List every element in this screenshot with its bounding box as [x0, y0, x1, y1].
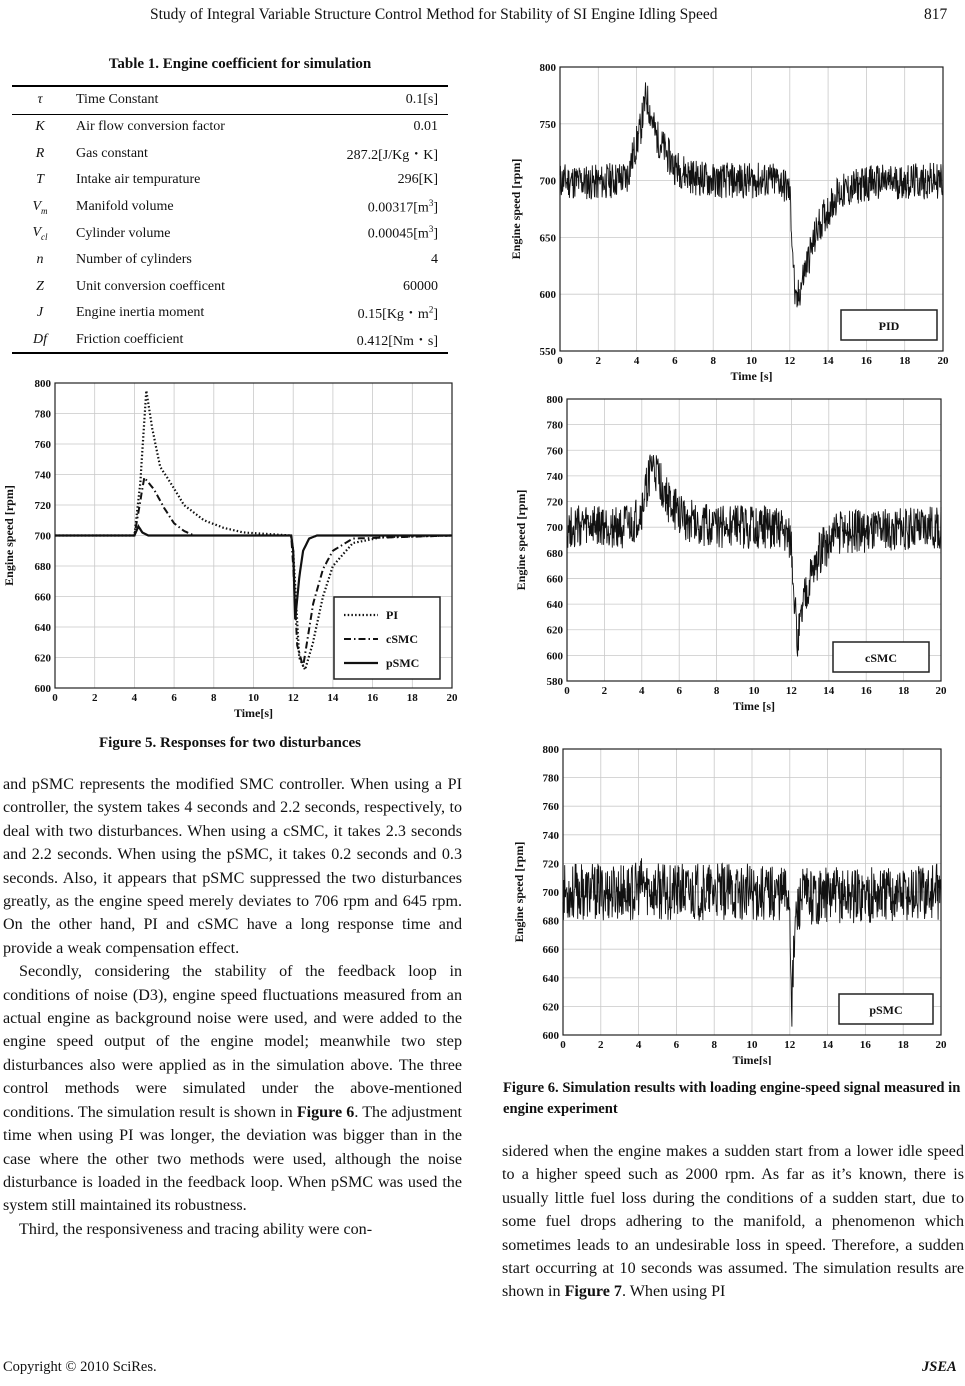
y-tick-label: 700 — [542, 887, 559, 899]
table-symbol: $V_m$ — [32, 198, 48, 216]
footer-copyright: Copyright © 2010 SciRes. — [3, 1359, 157, 1375]
x-tick-label: 10 — [748, 685, 760, 697]
table-value: 0.1[s] — [405, 91, 438, 107]
body-text-right — [502, 1140, 964, 1304]
x-tick-label: 6 — [672, 355, 678, 367]
table-row — [12, 274, 448, 301]
y-tick-label: 660 — [542, 944, 559, 957]
x-tick-label: 18 — [897, 1039, 909, 1051]
x-tick-label: 18 — [899, 355, 911, 367]
table-value: 296[K] — [397, 172, 438, 188]
y-tick-label: 750 — [539, 118, 556, 131]
chart-legend — [334, 597, 440, 679]
y-tick-label: 680 — [542, 915, 559, 928]
chart-label: cSMC — [865, 651, 897, 665]
x-tick-label: 18 — [406, 692, 418, 704]
table-value: 60000 — [403, 278, 438, 294]
table-row — [12, 141, 448, 168]
table-value: 4 — [431, 252, 438, 268]
x-tick-label: 14 — [823, 685, 835, 697]
x-tick-label: 6 — [171, 692, 177, 704]
paragraph-3: Third, the responsiveness and tracing ability were con- — [19, 1220, 373, 1238]
y-tick-label: 760 — [546, 445, 563, 458]
y-tick-label: 700 — [539, 175, 556, 188]
engine-coefficient-table — [12, 85, 448, 353]
y-tick-label: 680 — [34, 561, 51, 573]
table-value: 0.15[Kg・$m^2$] — [357, 304, 438, 323]
x-tick-label: 14 — [822, 1039, 834, 1051]
x-axis-label: Time[s] — [732, 1053, 772, 1065]
y-tick-label: 780 — [546, 419, 563, 432]
footer-journal: JSEA — [922, 1359, 957, 1375]
y-tick-label: 620 — [546, 624, 563, 637]
x-tick-label: 8 — [211, 692, 217, 704]
table-description: Gas constant — [76, 145, 148, 161]
paragraph-right: sidered when the engine makes a sudden start from a lower idle speed to a higher speed such as 2000 rpm. As far as it’s known, there is usually little fuel loss during the conditions of a sudden start, due to some fuel drops adhering to the manifold, a phenomenon which sometimes leads to an undesirable loss in speed. Therefore, a sudden start occurring at 10 seconds was assumed. The simulation results are shown in Figure 7. When using PI — [502, 1143, 964, 1301]
y-tick-label: 740 — [542, 829, 559, 842]
table-value: 287.2[J/Kg・K] — [346, 147, 438, 163]
paragraph-2: Secondly, considering the stability of the feedback loop in conditions of noise (D3), engine speed fluctuations measured from an actual engine as background noise were used, and were added to the engine speed output of the engine model; meanwhile two step disturbances also were applied as in the simulation above. The three control methods were simulated under the above-mentioned conditions. The simulation result is shown in Figure 6. The adjustment time when using PI was longer, the deviation was bigger than in the case where the other two methods were used, although the noise disturbance is loaded in the feedback loop. When pSMC was used the system still maintained its robustness. — [3, 963, 462, 1215]
x-axis-label: Time[s] — [233, 706, 274, 720]
y-tick-label: 740 — [34, 469, 51, 482]
y-tick-label: 660 — [546, 573, 563, 586]
x-tick-label: 12 — [784, 355, 796, 367]
table-description: Air flow conversion factor — [76, 119, 225, 135]
y-tick-label: 640 — [542, 972, 559, 985]
y-tick-label: 600 — [539, 289, 556, 302]
y-tick-label: 760 — [34, 439, 51, 451]
table-description: Unit conversion coefficent — [76, 278, 226, 294]
y-tick-label: 580 — [546, 676, 563, 688]
table-row — [12, 300, 448, 327]
table-symbol: $V_{cl}$ — [32, 225, 48, 243]
x-tick-label: 8 — [713, 685, 720, 697]
y-tick-label: 650 — [539, 232, 556, 245]
x-axis-label: Time [s] — [730, 369, 773, 383]
table-row — [12, 114, 448, 141]
x-tick-label: 20 — [937, 355, 949, 367]
table-row — [12, 194, 448, 221]
y-tick-label: 800 — [34, 378, 51, 390]
y-tick-label: 700 — [546, 522, 563, 535]
y-tick-label: 640 — [34, 622, 51, 634]
x-tick-label: 4 — [633, 355, 640, 367]
table-row — [12, 220, 448, 247]
x-tick-label: 10 — [746, 1039, 758, 1051]
x-tick-label: 10 — [746, 355, 757, 367]
chart-label: PID — [878, 319, 900, 333]
legend-label: cSMC — [386, 632, 418, 646]
figure6-csmc-chart — [505, 390, 963, 720]
table-description: Intake air tempurature — [76, 172, 201, 188]
table-value: $0.00045[m^3]$ — [367, 224, 438, 242]
x-tick-label: 2 — [598, 1039, 604, 1051]
header-title: Study of Integral Variable Structure Control Method for Stability of SI Engine Idling Speed — [150, 6, 718, 23]
x-tick-label: 20 — [446, 692, 458, 704]
x-tick-label: 0 — [52, 692, 58, 704]
figure6-pid-chart — [505, 58, 963, 393]
y-tick-label: 600 — [34, 683, 51, 695]
x-tick-label: 4 — [131, 692, 138, 704]
x-tick-label: 4 — [635, 1039, 642, 1051]
legend-label: PI — [386, 608, 398, 622]
y-tick-label: 800 — [542, 744, 559, 756]
x-tick-label: 12 — [784, 1039, 796, 1051]
y-tick-label: 640 — [546, 599, 563, 612]
running-header — [0, 0, 965, 28]
y-tick-label: 780 — [34, 408, 51, 421]
y-tick-label: 550 — [539, 346, 556, 358]
y-axis-label: Engine speed [rpm] — [509, 158, 523, 260]
y-tick-label: 720 — [542, 858, 559, 871]
table-description: Cylinder volume — [76, 225, 171, 241]
figure7-reference: Figure 7 — [564, 1283, 622, 1301]
x-tick-label: 16 — [367, 692, 379, 704]
table-symbol: Df — [33, 332, 47, 348]
y-axis-label: Engine speed [rpm] — [2, 485, 16, 586]
table-description: Engine inertia moment — [76, 305, 205, 321]
x-axis-label: Time [s] — [732, 699, 776, 713]
figure6-reference: Figure 6 — [296, 1103, 355, 1121]
table-row — [12, 167, 448, 194]
body-text-left — [3, 773, 462, 1241]
y-tick-label: 720 — [546, 496, 563, 509]
x-tick-label: 10 — [248, 692, 259, 704]
table-symbol: τ — [37, 91, 43, 107]
x-tick-label: 16 — [860, 685, 872, 697]
x-tick-label: 16 — [860, 355, 872, 367]
table-symbol: J — [36, 305, 44, 321]
table-row — [12, 85, 448, 114]
y-tick-label: 720 — [34, 500, 51, 512]
y-tick-label: 760 — [542, 801, 559, 814]
y-tick-label: 620 — [542, 1001, 559, 1014]
figure6-caption: Figure 6. Simulation results with loading engine-speed signal measured in engine experiment — [503, 1080, 961, 1117]
table-row — [12, 247, 448, 274]
x-tick-label: 12 — [785, 685, 797, 697]
x-tick-label: 4 — [639, 685, 645, 697]
figure5-caption: Figure 5. Responses for two disturbances — [99, 735, 361, 751]
paragraph-1: and pSMC represents the modified SMC controller. When using a PI controller, the system takes 4 seconds and 2.2 seconds, respectively, to deal with two disturbances. When using a cSMC, it takes 2.3 seconds and 2.2 seconds. When using the pSMC, it takes 0.2 seconds and 0.3 seconds. Also, it appears that pSMC suppressed the two disturbances greatly, as the engine speed merely deviates to 706 rpm and 645 rpm. On the other hand, PI and cSMC have a long response time and provide a weak compensation effect. — [3, 776, 462, 957]
table-symbol: n — [36, 252, 44, 268]
x-tick-label: 8 — [710, 355, 716, 367]
x-tick-label: 12 — [287, 692, 299, 704]
x-tick-label: 6 — [676, 685, 682, 697]
x-tick-label: 2 — [601, 685, 608, 697]
table-value: 0.01 — [413, 119, 438, 135]
figure5-chart — [0, 372, 462, 732]
table-symbol: R — [35, 145, 45, 161]
table-symbol: T — [36, 172, 44, 188]
legend-label: pSMC — [386, 656, 420, 670]
x-tick-label: 8 — [711, 1039, 717, 1051]
y-tick-label: 600 — [546, 650, 563, 663]
x-tick-label: 20 — [935, 1039, 947, 1051]
table-row — [12, 327, 448, 354]
y-axis-label: Engine speed [rpm] — [512, 841, 526, 943]
y-tick-label: 660 — [34, 591, 51, 604]
table-caption: Table 1. Engine coefficient for simulation — [108, 56, 372, 72]
x-tick-label: 2 — [595, 355, 602, 367]
y-tick-label: 800 — [546, 394, 563, 406]
y-tick-label: 680 — [546, 547, 563, 560]
table-description: Number of cylinders — [76, 252, 192, 268]
x-tick-label: 14 — [822, 355, 834, 367]
chart-grid — [560, 67, 943, 351]
table-description: Time Constant — [76, 91, 159, 107]
table-value: $0.00317[m^3]$ — [367, 197, 438, 216]
x-tick-label: 0 — [560, 1039, 566, 1051]
table-symbol: Z — [36, 278, 44, 294]
table-symbol: K — [35, 119, 45, 135]
y-tick-label: 700 — [34, 530, 51, 543]
y-tick-label: 800 — [539, 62, 556, 74]
x-tick-label: 2 — [91, 692, 98, 704]
figure6-psmc-chart — [505, 740, 963, 1065]
table-description: Friction coefficient — [76, 332, 184, 348]
x-tick-label: 20 — [935, 685, 947, 697]
x-tick-label: 0 — [557, 355, 563, 367]
y-tick-label: 600 — [542, 1030, 559, 1042]
page-number: 817 — [924, 6, 948, 23]
y-tick-label: 620 — [34, 652, 51, 665]
chart-label: pSMC — [869, 1003, 903, 1017]
x-tick-label: 0 — [564, 685, 570, 697]
x-tick-label: 14 — [327, 692, 339, 704]
y-tick-label: 780 — [542, 772, 559, 785]
table-value: 0.412[Nm・s] — [356, 334, 438, 350]
x-tick-label: 6 — [673, 1039, 680, 1051]
table-description: Manifold volume — [76, 199, 174, 215]
y-tick-label: 740 — [546, 470, 563, 483]
y-axis-label: Engine speed [rpm] — [514, 489, 528, 591]
x-tick-label: 18 — [898, 685, 910, 697]
x-tick-label: 16 — [859, 1039, 871, 1051]
